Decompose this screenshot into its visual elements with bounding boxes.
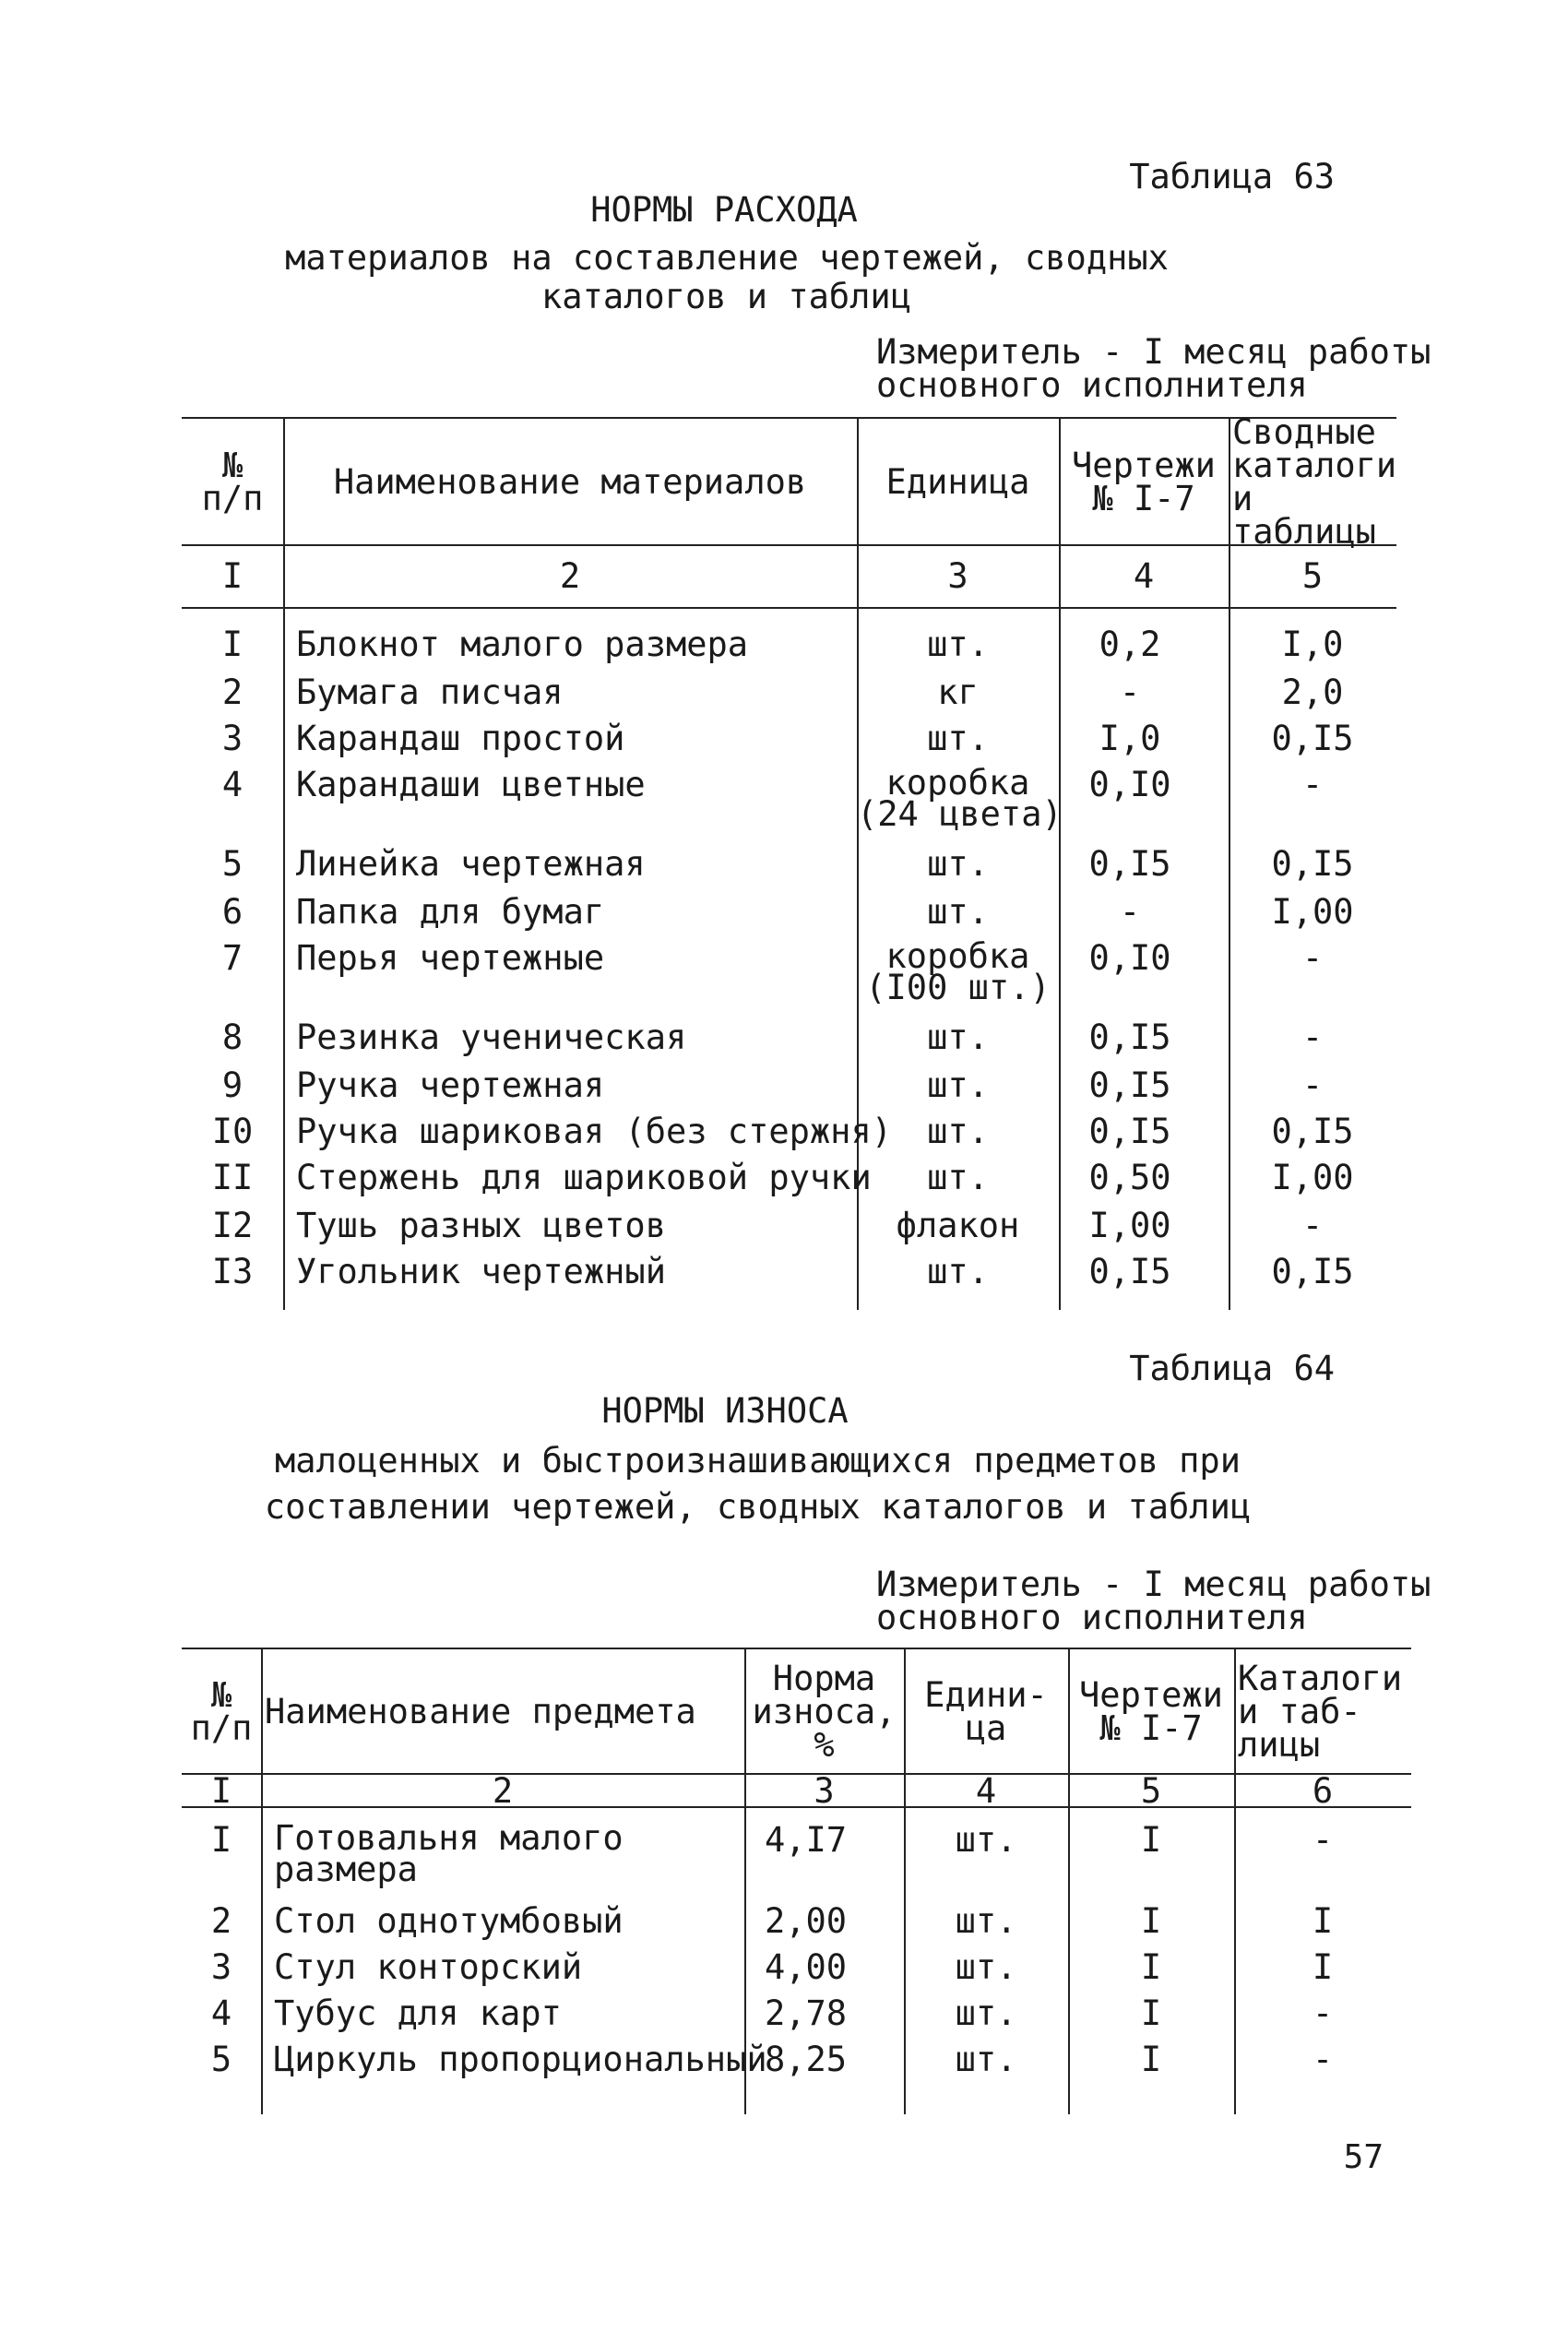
drawings-norm: - (1119, 672, 1141, 712)
row-number: I (221, 625, 244, 664)
table64-col-number: 5 (1140, 1770, 1162, 1811)
table63-header-rule (182, 544, 1396, 546)
unit: шт. (955, 2040, 1017, 2079)
table64-col-number: 4 (975, 1770, 997, 1811)
catalogs-count: I (1312, 1901, 1334, 1941)
row-number: I (210, 1820, 232, 1860)
drawings-norm: - (1119, 892, 1141, 932)
table-row (182, 1065, 1396, 1109)
row-number: 2 (210, 1901, 232, 1941)
wear-norm: 8,25 (764, 2040, 848, 2079)
table63-subtitle-line2: каталогов и таблиц (541, 277, 911, 316)
table-row (182, 892, 1396, 935)
unit: шт. (927, 1158, 989, 1197)
table-row (182, 844, 1396, 887)
catalogs-norm: I,0 (1281, 625, 1344, 664)
table63 (182, 412, 1397, 1310)
catalogs-norm: 0,I5 (1271, 719, 1354, 758)
row-number: 7 (221, 938, 244, 978)
table-row (182, 763, 1396, 834)
material-name: Карандаш простой (296, 719, 625, 758)
material-name: Тушь разных цветов (296, 1206, 666, 1245)
table-row (182, 1252, 1396, 1295)
unit: флакон (896, 1206, 1020, 1245)
table-row (182, 1947, 1411, 1991)
table64-title: НОРМЫ ИЗНОСА (601, 1391, 849, 1431)
row-number: 3 (221, 719, 244, 758)
catalogs-norm: 0,I5 (1271, 844, 1354, 884)
catalogs-count: - (1312, 1820, 1334, 1860)
drawings-norm: 0,I0 (1088, 765, 1171, 804)
drawings-norm: 0,50 (1088, 1158, 1171, 1197)
table64-col-number: 3 (814, 1770, 835, 1811)
catalogs-norm: - (1301, 1017, 1324, 1057)
row-number: 6 (221, 892, 244, 932)
drawings-norm: 0,I5 (1088, 1112, 1171, 1151)
table63-header-cell: Чертежи № I-7 (1072, 446, 1216, 518)
unit: шт. (955, 1901, 1017, 1941)
wear-norm: 4,I7 (764, 1820, 848, 1860)
table64-subtitle-line1: малоценных и быстроизнашивающихся предметов при (275, 1441, 1241, 1481)
table-row (182, 1160, 1396, 1201)
table63-col-number: 4 (1133, 555, 1155, 596)
table64-measure-line2: основного исполнителя (876, 1598, 1308, 1637)
table63-measure-line1: Измеритель - I месяц работы (876, 332, 1431, 372)
table-row (182, 672, 1396, 716)
table64-label: Таблица 64 (1129, 1349, 1335, 1388)
material-name: Папка для бумаг (296, 892, 605, 932)
unit: шт. (927, 844, 989, 884)
drawings-norm: 0,I0 (1088, 938, 1171, 978)
drawings-norm: 0,I5 (1088, 1065, 1171, 1105)
table63-measure-line2: основного исполнителя (876, 365, 1308, 405)
catalogs-count: - (1312, 1993, 1334, 2033)
table63-label: Таблица 63 (1129, 157, 1335, 196)
item-name: Тубус для карт (274, 1993, 562, 2033)
table63-col-number: I (221, 555, 244, 596)
unit: кг (937, 672, 979, 712)
table64-header-cell: № п/п (190, 1675, 253, 1748)
table-row (182, 1017, 1396, 1061)
drawings-norm: I,0 (1099, 719, 1161, 758)
table-row (182, 627, 1396, 668)
item-name: Готовальня малого размера (274, 1818, 624, 1889)
row-number: 5 (221, 844, 244, 884)
material-name: Резинка ученическая (296, 1017, 687, 1057)
unit: шт. (927, 1065, 989, 1105)
material-name: Ручка шариковая (без стержня) (296, 1112, 893, 1151)
table63-header-cell: Наименование материалов (333, 462, 807, 502)
table63-col-number: 3 (947, 555, 968, 596)
table-row (182, 1818, 1411, 1889)
table63-subtitle-line1: материалов на составление чертежей, сводных (285, 238, 1169, 278)
item-name: Циркуль пропорциональный (274, 2040, 767, 2079)
unit: шт. (955, 1993, 1017, 2033)
row-number: II (211, 1158, 254, 1197)
unit: коробка (I00 шт.) (865, 936, 1051, 1007)
drawings-count: I (1140, 1820, 1162, 1860)
unit: шт. (927, 719, 989, 758)
unit: шт. (927, 1112, 989, 1151)
table63-header-cell: № п/п (201, 446, 264, 518)
table64-measure-line1: Измеритель - I месяц работы (876, 1565, 1431, 1604)
table63-top-rule (182, 417, 1396, 419)
catalogs-norm: 0,I5 (1271, 1252, 1354, 1291)
table64-subtitle-line2: составлении чертежей, сводных каталогов и таблиц (264, 1487, 1252, 1527)
row-number: I0 (211, 1112, 254, 1151)
material-name: Линейка чертежная (296, 844, 646, 884)
table63-header-cell: Единица (885, 462, 1030, 502)
unit: шт. (927, 625, 989, 664)
table64-header-cell: Чертежи № I-7 (1079, 1675, 1223, 1748)
catalogs-norm: - (1301, 1206, 1324, 1245)
drawings-norm: 0,I5 (1088, 1017, 1171, 1057)
material-name: Блокнот малого размера (296, 625, 749, 664)
material-name: Бумага писчая (296, 672, 564, 712)
drawings-count: I (1140, 1947, 1162, 1987)
material-name: Карандаши цветные (296, 765, 646, 804)
table64-top-rule (182, 1648, 1411, 1649)
table-row (182, 1993, 1411, 2037)
catalogs-norm: - (1301, 938, 1324, 978)
material-name: Ручка чертежная (296, 1065, 605, 1105)
table64-col-number: I (210, 1770, 232, 1811)
table64 (182, 1648, 1411, 2114)
item-name: Стул конторский (274, 1947, 583, 1987)
drawings-norm: 0,I5 (1088, 1252, 1171, 1291)
row-number: 4 (210, 1993, 232, 2033)
table-row (182, 2042, 1411, 2083)
table64-col-number: 6 (1312, 1770, 1334, 1811)
table63-title: НОРМЫ РАСХОДА (590, 190, 858, 230)
table-row (182, 936, 1396, 1007)
drawings-norm: I,00 (1088, 1206, 1171, 1245)
row-number: I3 (211, 1252, 254, 1291)
table-row (182, 1208, 1396, 1249)
drawings-count: I (1140, 2040, 1162, 2079)
unit: коробка (24 цвета) (857, 763, 1063, 834)
drawings-norm: 0,I5 (1088, 844, 1171, 884)
table64-header-cell: Едини- ца (924, 1675, 1048, 1748)
unit: шт. (927, 892, 989, 932)
material-name: Угольник чертежный (296, 1252, 666, 1291)
table-row (182, 721, 1396, 762)
catalogs-count: - (1312, 2040, 1334, 2079)
unit: шт. (955, 1947, 1017, 1987)
table63-header-cell: Сводные каталоги и таблицы (1232, 412, 1397, 552)
page-number: 57 (1343, 2138, 1384, 2176)
unit: шт. (927, 1252, 989, 1291)
table63-col-number: 5 (1301, 555, 1324, 596)
drawings-count: I (1140, 1993, 1162, 2033)
row-number: I2 (211, 1206, 254, 1245)
drawings-count: I (1140, 1901, 1162, 1941)
table-row (182, 1901, 1411, 1945)
row-number: 3 (210, 1947, 232, 1987)
table64-header-cell: Норма износа, % (752, 1659, 897, 1765)
catalogs-norm: 2,0 (1281, 672, 1344, 712)
table64-header-cell: Наименование предмета (265, 1692, 696, 1731)
wear-norm: 2,00 (764, 1901, 848, 1941)
drawings-norm: 0,2 (1099, 625, 1161, 664)
wear-norm: 4,00 (764, 1947, 848, 1987)
row-number: 8 (221, 1017, 244, 1057)
table64-col-number: 2 (492, 1770, 514, 1811)
material-name: Стержень для шариковой ручки (296, 1158, 872, 1197)
table64-header-cell: Каталоги и таб- лицы (1238, 1659, 1403, 1765)
row-number: 5 (210, 2040, 232, 2079)
material-name: Перья чертежные (296, 938, 605, 978)
unit: шт. (927, 1017, 989, 1057)
item-name: Стол однотумбовый (274, 1901, 624, 1941)
row-number: 4 (221, 765, 244, 804)
unit: шт. (955, 1820, 1017, 1860)
table-row (182, 1114, 1396, 1155)
table63-col-number: 2 (559, 555, 581, 596)
row-number: 9 (221, 1065, 244, 1105)
catalogs-norm: - (1301, 765, 1324, 804)
wear-norm: 2,78 (764, 1993, 848, 2033)
catalogs-norm: 0,I5 (1271, 1112, 1354, 1151)
catalogs-count: I (1312, 1947, 1334, 1987)
catalogs-norm: - (1301, 1065, 1324, 1105)
table63-colnum-rule (182, 607, 1396, 609)
catalogs-norm: I,00 (1271, 1158, 1354, 1197)
row-number: 2 (221, 672, 244, 712)
catalogs-norm: I,00 (1271, 892, 1354, 932)
